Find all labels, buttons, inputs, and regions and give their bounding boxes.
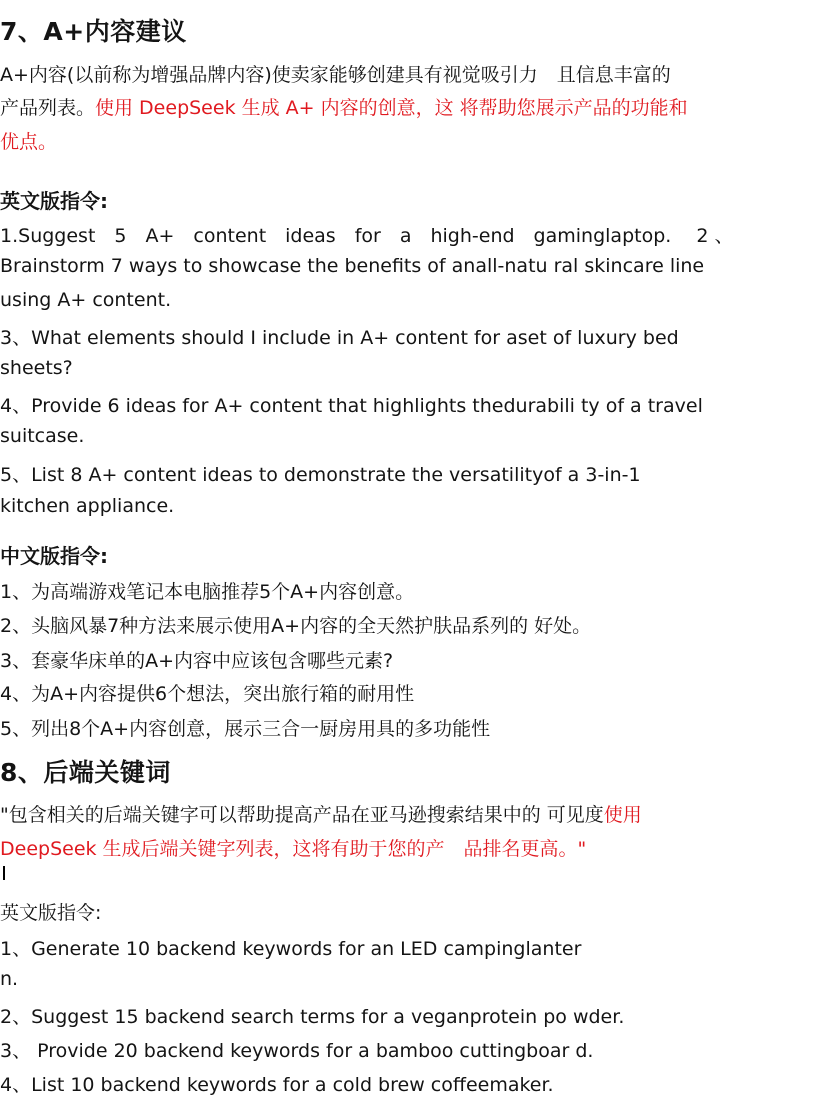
intro-highlight-text: 使用 xyxy=(603,804,642,826)
section-8-en-heading: 英文版指令: xyxy=(0,902,102,924)
zh-prompt-line: 4、为A+内容提供6个想法，突出旅行箱的耐用性 xyxy=(0,683,415,705)
intro-highlight-text: 使用 DeepSeek 生成 A+ 内容的创意，这 将帮助您展示产品的功能和 xyxy=(95,97,688,119)
intro-plain-text: "包含相关的后端关键字可以帮助提高产品在亚马逊搜索结果中的 可见度 xyxy=(0,804,604,826)
section-8-title: 8、后端关键词 xyxy=(0,758,171,787)
en-prompt-line: 5、List 8 A+ content ideas to demonstrate the versatilityof a 3-in-1 xyxy=(0,464,641,486)
zh-prompt-line: 1、为高端游戏笔记本电脑推荐5个A+内容创意。 xyxy=(0,581,415,603)
en-keyword-prompt-line: 1、Generate 10 backend keywords for an LED campinglanter xyxy=(0,938,582,960)
en-prompt-line: Brainstorm 7 ways to showcase the benefits of anall-natu ral skincare line xyxy=(0,255,705,277)
section-7-intro-line-1: A+内容(以前称为增强品牌内容)使卖家能够创建具有视觉吸引力 且信息丰富的 xyxy=(0,64,671,86)
section-7-intro-line-2 xyxy=(0,93,688,120)
section-7-en-heading: 英文版指令: xyxy=(0,189,108,213)
zh-prompt-line: 3、套豪华床单的A+内容中应该包含哪些元素? xyxy=(0,650,394,672)
text-cursor xyxy=(3,866,5,880)
zh-prompt-line: 2、头脑风暴7种方法来展示使用A+内容的全天然护肤品系列的 好处。 xyxy=(0,615,592,637)
en-keyword-prompt-line: n. xyxy=(0,968,19,990)
en-keyword-prompt-line: 4、List 10 backend keywords for a cold brew coffeemaker. xyxy=(0,1074,554,1096)
en-prompt-line: suitcase. xyxy=(0,425,85,447)
en-prompt-line: kitchen appliance. xyxy=(0,495,175,517)
intro-plain-text: 产品列表。 xyxy=(0,97,96,119)
en-prompt-line: 3、What elements should I include in A+ content for aset of luxury bed xyxy=(0,327,679,349)
section-7-intro-line-3: 优点。 xyxy=(0,131,58,153)
zh-prompt-line: 5、列出8个A+内容创意，展示三合一厨房用具的多功能性 xyxy=(0,718,491,740)
en-keyword-prompt-line: 3、 Provide 20 backend keywords for a bamboo cuttingboar d. xyxy=(0,1040,594,1062)
section-7-title: 7、A+内容建议 xyxy=(0,17,187,46)
en-prompt-line: 1.Suggest 5 A+ content ideas for a high-end gaminglaptop. 2 、 xyxy=(0,225,734,247)
en-prompt-line: sheets? xyxy=(0,357,73,379)
en-prompt-line: using A+ content. xyxy=(0,289,172,311)
en-keyword-prompt-line: 2、Suggest 15 backend search terms for a veganprotein po wder. xyxy=(0,1006,625,1028)
section-8-intro-line-1 xyxy=(0,800,642,827)
en-prompt-line: 4、Provide 6 ideas for A+ content that highlights thedurabili ty of a travel xyxy=(0,395,703,417)
section-8-intro-line-2: DeepSeek 生成后端关键字列表，这将有助于您的产 品排名更高。" xyxy=(0,838,587,860)
section-7-zh-heading: 中文版指令: xyxy=(0,544,108,568)
